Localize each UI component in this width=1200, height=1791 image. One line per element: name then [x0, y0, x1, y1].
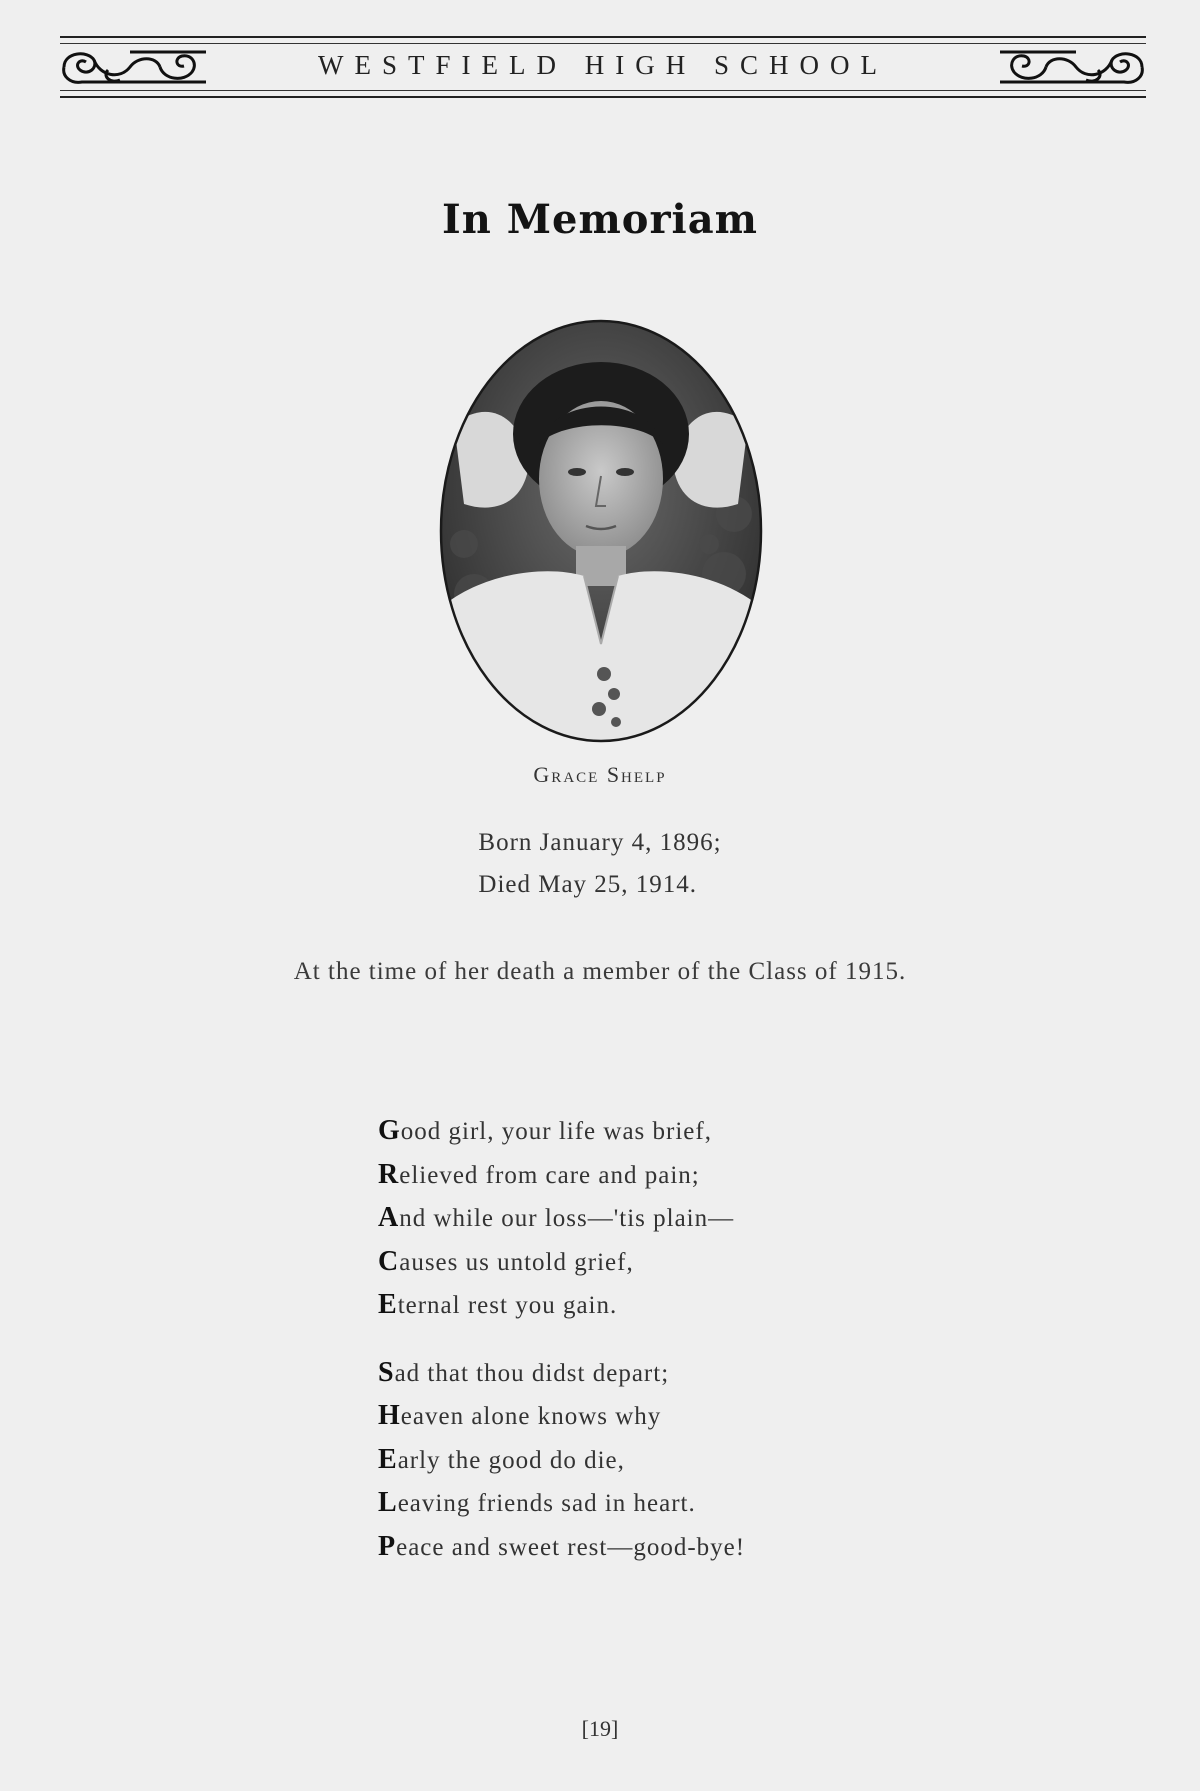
scroll-ornament-left-icon [60, 46, 208, 88]
acrostic-letter: R [378, 1158, 400, 1190]
poem-stanza-2 [378, 1352, 745, 1570]
page-header [60, 36, 1146, 98]
header-rule-top [60, 43, 1146, 44]
poem-line [378, 1284, 745, 1328]
poem-line [378, 1197, 745, 1241]
portrait-photo [434, 314, 768, 748]
poem-line [378, 1526, 745, 1570]
page-number: [19] [581, 1716, 619, 1741]
acrostic-letter: C [378, 1245, 400, 1277]
acrostic-letter: S [378, 1356, 395, 1388]
poem-line [378, 1395, 745, 1439]
scroll-ornament-right-icon [998, 46, 1146, 88]
poem-stanza-1 [378, 1110, 745, 1328]
page-title: In Memoriam [442, 196, 758, 243]
acrostic-letter: P [378, 1530, 397, 1562]
poem-line [378, 1352, 745, 1396]
line-text: ad that thou didst depart; [394, 1359, 670, 1387]
acrostic-letter: E [378, 1289, 398, 1320]
line-text: ood girl, your life was brief, [400, 1118, 712, 1145]
acrostic-poem [378, 1110, 745, 1593]
class-membership-note: At the time of her death a member of the Class of 1915. [293, 958, 907, 985]
line-text: eaving friends sad in heart. [397, 1490, 696, 1517]
line-text: auses us untold grief, [399, 1248, 634, 1276]
line-text: arly the good do die, [397, 1446, 625, 1474]
poem-line [378, 1241, 745, 1285]
born-date: Born January 4, 1896; [478, 829, 722, 856]
poem-line [378, 1110, 745, 1154]
school-name: WESTFIELD HIGH SCHOOL [318, 50, 888, 80]
died-date: Died May 25, 1914. [478, 871, 698, 898]
acrostic-letter: E [378, 1443, 398, 1475]
person-name: Grace Shelp [533, 762, 667, 787]
line-text: nd while our loss—'tis plain— [399, 1205, 735, 1232]
poem-line [378, 1154, 745, 1198]
poem-line [378, 1482, 745, 1526]
poem-line [378, 1439, 745, 1483]
acrostic-letter: A [378, 1202, 400, 1233]
line-text: elieved from care and pain; [399, 1161, 700, 1189]
line-text: ternal rest you gain. [397, 1292, 618, 1319]
acrostic-letter: H [378, 1400, 401, 1431]
acrostic-letter: G [378, 1115, 401, 1146]
header-rule-bottom [60, 90, 1146, 91]
acrostic-letter: L [378, 1487, 398, 1518]
line-text: eaven alone knows why [400, 1403, 662, 1430]
life-dates [0, 822, 1200, 906]
line-text: eace and sweet rest—good-bye! [396, 1533, 746, 1561]
